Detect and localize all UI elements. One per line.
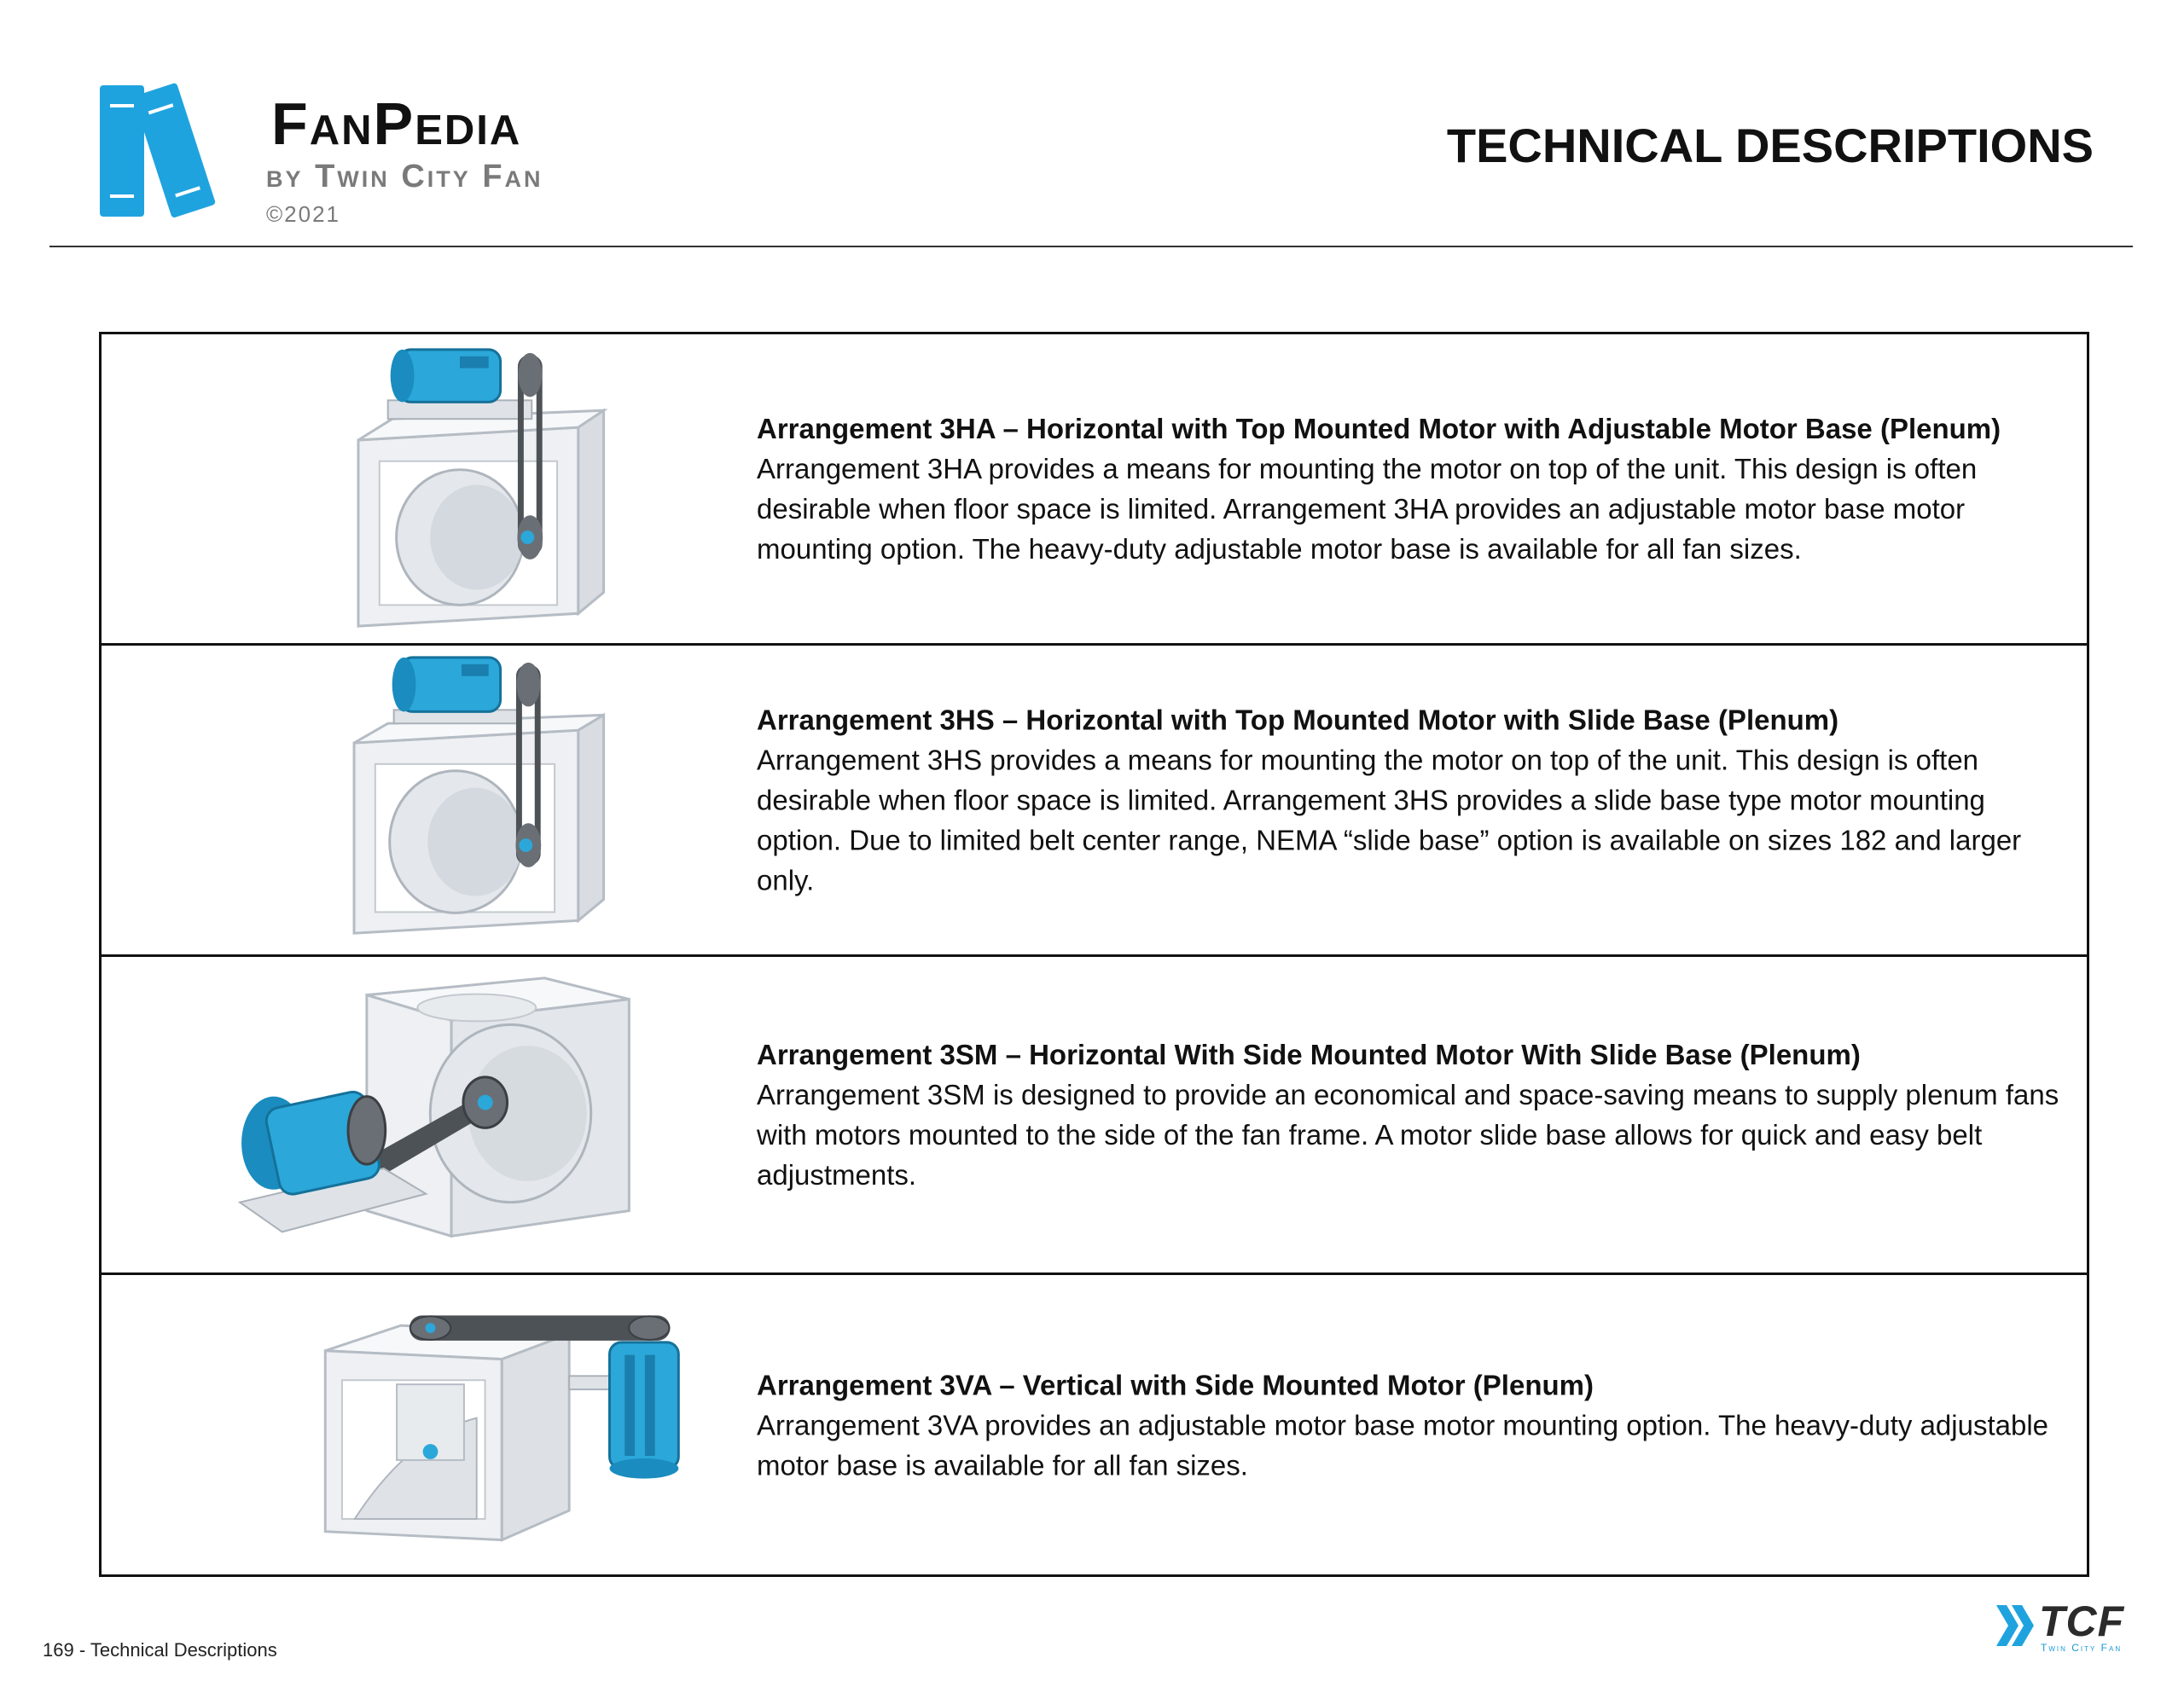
- page-heading: TECHNICAL DESCRIPTIONS: [1446, 119, 2094, 172]
- fanpedia-books-icon: [96, 78, 241, 223]
- arrangement-title: Arrangement 3VA – Vertical with Side Mounted Motor (Plenum): [757, 1369, 1594, 1400]
- brand-copyright: ©2021: [266, 201, 340, 227]
- arrangement-row-3hs: [102, 646, 2087, 957]
- arrangement-row-3va: [102, 1275, 2087, 1574]
- tcf-logo: [1995, 1597, 2144, 1654]
- arrangement-text: [757, 700, 2061, 901]
- arrangement-title: Arrangement 3SM – Horizontal With Side Mounted Motor With Slide Base (Plenum): [757, 1039, 1861, 1070]
- page-number-label: 169 - Technical Descriptions: [43, 1639, 277, 1661]
- chevron-right-icon: [1995, 1603, 2036, 1648]
- tcf-subtitle: Twin City Fan: [2041, 1642, 2123, 1654]
- arrangement-description: Arrangement 3HS provides a means for mounting the motor on top of the unit. This design is often desirable when floor space is limited. Arrangement 3HS provides a slide base type motor mounting option. Due to limited belt center range, NEMA “slide base” option is available on sizes 182 and larger only.: [757, 744, 2022, 896]
- tcf-letters: TCF: [2039, 1597, 2125, 1645]
- arrangement-row-3ha: [102, 334, 2087, 646]
- arrangement-row-3sm: [102, 957, 2087, 1275]
- fan-3hs-illustration: [204, 646, 716, 954]
- arrangement-description: Arrangement 3VA provides an adjustable motor base motor mounting option. The heavy-duty adjustable motor base is available for all fan sizes.: [757, 1409, 2049, 1481]
- arrangement-table: [99, 332, 2089, 1577]
- arrangement-description: Arrangement 3SM is designed to provide an economical and space-saving means to supply plenum fans with motors mounted to the side of the fan frame. A motor slide base allows for quick and easy belt adjustments.: [757, 1079, 2059, 1191]
- arrangement-title: Arrangement 3HA – Horizontal with Top Mounted Motor with Adjustable Motor Base (Plenum): [757, 413, 2001, 444]
- arrangement-description: Arrangement 3HA provides a means for mounting the motor on top of the unit. This design is often desirable when floor space is limited. Arrangement 3HA provides an adjustable motor base motor mounting option. The heavy-duty adjustable motor base is available for all fan sizes.: [757, 453, 1978, 565]
- fan-3ha-illustration: [204, 334, 716, 643]
- arrangement-text: [757, 409, 2061, 569]
- header-divider: [49, 246, 2133, 247]
- arrangement-title: Arrangement 3HS – Horizontal with Top Mounted Motor with Slide Base (Plenum): [757, 704, 1839, 736]
- arrangement-text: [757, 1365, 2061, 1485]
- brand-subtitle: by Twin City Fan: [266, 159, 543, 194]
- fan-3va-illustration: [204, 1275, 716, 1574]
- brand-title: FanPedia: [271, 90, 522, 157]
- fan-3sm-illustration: [204, 957, 716, 1272]
- arrangement-text: [757, 1035, 2061, 1195]
